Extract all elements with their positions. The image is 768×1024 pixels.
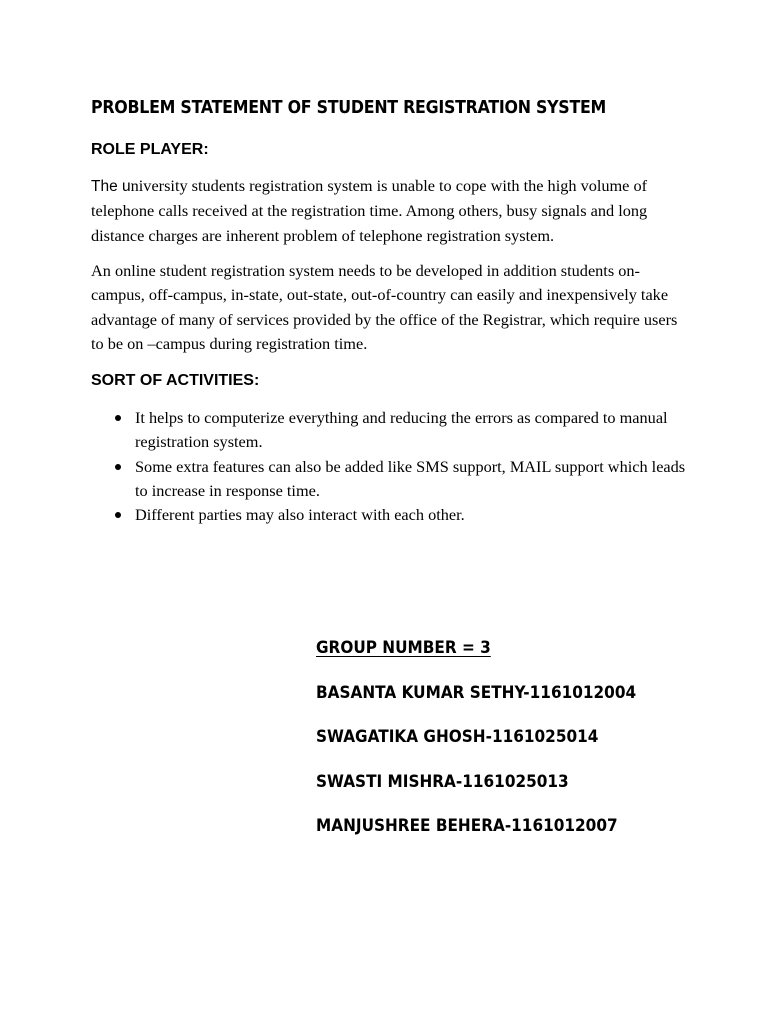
paragraph-problem-lead: The u [91,178,131,195]
list-item-text: Different parties may also interact with each other. [135,505,465,525]
bullet-icon [115,415,121,421]
paragraph-problem-body: niversity students registration system is unable to cope with the high volume of telephone calls received at the registration time. Among others, busy signals and long distance charges are inherent problem of telephone registration system. [91,176,648,245]
bullet-icon [115,464,121,470]
member-name: SWAGATIKA GHOSH-1161025014 [316,727,599,747]
member-name: MANJUSHREE BEHERA-1161012007 [316,816,618,836]
list-item-text: It helps to computerize everything and reducing the errors as compared to manual registration system. [135,408,668,452]
group-number: GROUP NUMBER = 3 [316,638,491,658]
paragraph-problem [91,174,691,248]
list-item [91,503,691,527]
group-number-line [316,636,636,681]
group-info [316,636,672,859]
paragraph-online-system: An online student registration system needs to be developed in addition students on-campus, off-campus, in-state, out-state, out-of-country can easily and inexpensively take advantage of many of services provided by the office of the Registrar, which require users to be on –campus during registration time. [91,261,678,353]
list-item [91,455,691,504]
list-item [91,406,691,455]
member-name: SWASTI MISHRA-1161025013 [316,771,569,792]
role-player-heading: ROLE PLAYER: [91,141,209,158]
list-item-text: Some extra features can also be added like SMS support, MAIL support which leads to increase in response time. [135,456,686,500]
activities-list [91,406,691,527]
member-name: BASANTA KUMAR SETHY-1161012004 [316,682,637,703]
document-title: PROBLEM STATEMENT OF STUDENT REGISTRATION SYSTEM [91,97,607,118]
bullet-icon [115,512,121,518]
sort-of-activities-heading: SORT OF ACTIVITIES: [91,372,260,389]
